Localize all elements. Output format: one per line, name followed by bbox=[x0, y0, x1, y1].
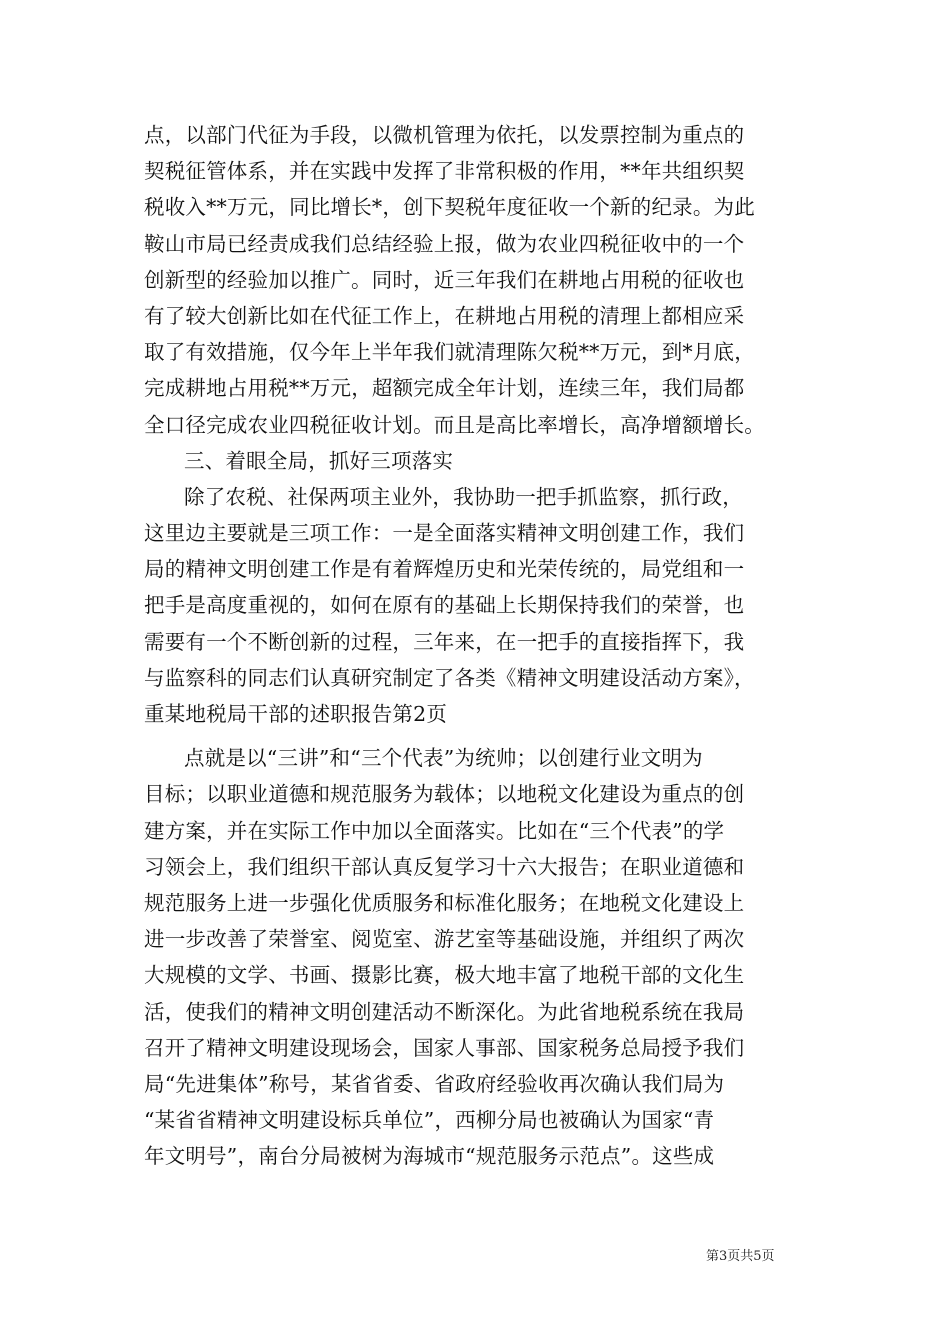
text-line: 点就是以“三讲”和“三个代表”为统帅；以创建行业文明为 bbox=[184, 746, 703, 771]
document-body bbox=[144, 117, 814, 1174]
page-break-caption: 重某地税局干部的述职报告第2页 bbox=[144, 702, 448, 726]
page-number: 第3页共5页 bbox=[706, 1249, 775, 1264]
text-line: 与监察科的同志们认真研究制定了各类《精神文明建设活动方案》， bbox=[144, 665, 755, 690]
text-line: 局的精神文明创建工作是有着辉煌历史和光荣传统的，局党组和一 bbox=[144, 557, 745, 582]
text-line: 规范服务上进一步强化优质服务和标准化服务；在地税文化建设上 bbox=[144, 890, 745, 915]
text-line: 进一步改善了荣誉室、阅览室、游艺室等基础设施，并组织了两次 bbox=[144, 927, 745, 952]
text-line: 习领会上，我们组织干部认真反复学习十六大报告；在职业道德和 bbox=[144, 854, 745, 879]
text-line: 取了有效措施，仅今年上半年我们就清理陈欠税**万元，到*月底， bbox=[144, 340, 755, 365]
text-line: 契税征管体系，并在实践中发挥了非常积极的作用，**年共组织契 bbox=[144, 159, 745, 184]
text-line: 年文明号”，南台分局被树为海城市“规范服务示范点”。这些成 bbox=[144, 1144, 715, 1169]
text-line: 创新型的经验加以推广。同时，近三年我们在耕地占用税的征收也 bbox=[144, 267, 745, 292]
text-line: 这里边主要就是三项工作：一是全面落实精神文明创建工作，我们 bbox=[144, 521, 745, 546]
text-line: 税收入**万元，同比增长*，创下契税年度征收一个新的纪录。为此 bbox=[144, 195, 755, 220]
paragraph-supervision bbox=[144, 479, 814, 732]
text-line: 点，以部门代征为手段，以微机管理为依托，以发票控制为重点的 bbox=[144, 123, 745, 147]
spacer bbox=[144, 732, 814, 740]
paragraph-civilization bbox=[144, 740, 814, 1174]
text-line: 有了较大创新比如在代征工作上，在耕地占用税的清理上都相应采 bbox=[144, 303, 745, 328]
text-line: 活，使我们的精神文明创建活动不断深化。为此省地税系统在我局 bbox=[144, 999, 745, 1024]
paragraph-continued bbox=[144, 117, 814, 443]
text-line: 把手是高度重视的，如何在原有的基础上长期保持我们的荣誉，也 bbox=[144, 593, 745, 618]
text-line: 全口径完成农业四税征收计划。而且是高比率增长，高净增额增长。 bbox=[144, 412, 765, 437]
text-line: 建方案，并在实际工作中加以全面落实。比如在“三个代表”的学 bbox=[144, 818, 725, 843]
text-line: 鞍山市局已经责成我们总结经验上报，做为农业四税征收中的一个 bbox=[144, 231, 745, 256]
text-line: 局“先进集体”称号，某省省委、省政府经验收再次确认我们局为 bbox=[144, 1071, 725, 1096]
section-heading: 三、着眼全局，抓好三项落实 bbox=[184, 448, 454, 473]
text-line: 大规模的文学、书画、摄影比赛，极大地丰富了地税干部的文化生 bbox=[144, 963, 745, 988]
text-line: 完成耕地占用税**万元，超额完成全年计划，连续三年，我们局都 bbox=[144, 376, 745, 401]
text-line: 除了农税、社保两项主业外，我协助一把手抓监察，抓行政， bbox=[184, 484, 743, 509]
text-line: “某省省精神文明建设标兵单位”，西柳分局也被确认为国家“青 bbox=[144, 1108, 715, 1133]
text-line: 目标；以职业道德和规范服务为载体；以地税文化建设为重点的创 bbox=[144, 782, 745, 807]
text-line: 需要有一个不断创新的过程，三年来，在一把手的直接指挥下，我 bbox=[144, 629, 745, 654]
text-line: 召开了精神文明建设现场会，国家人事部、国家税务总局授予我们 bbox=[144, 1035, 745, 1060]
